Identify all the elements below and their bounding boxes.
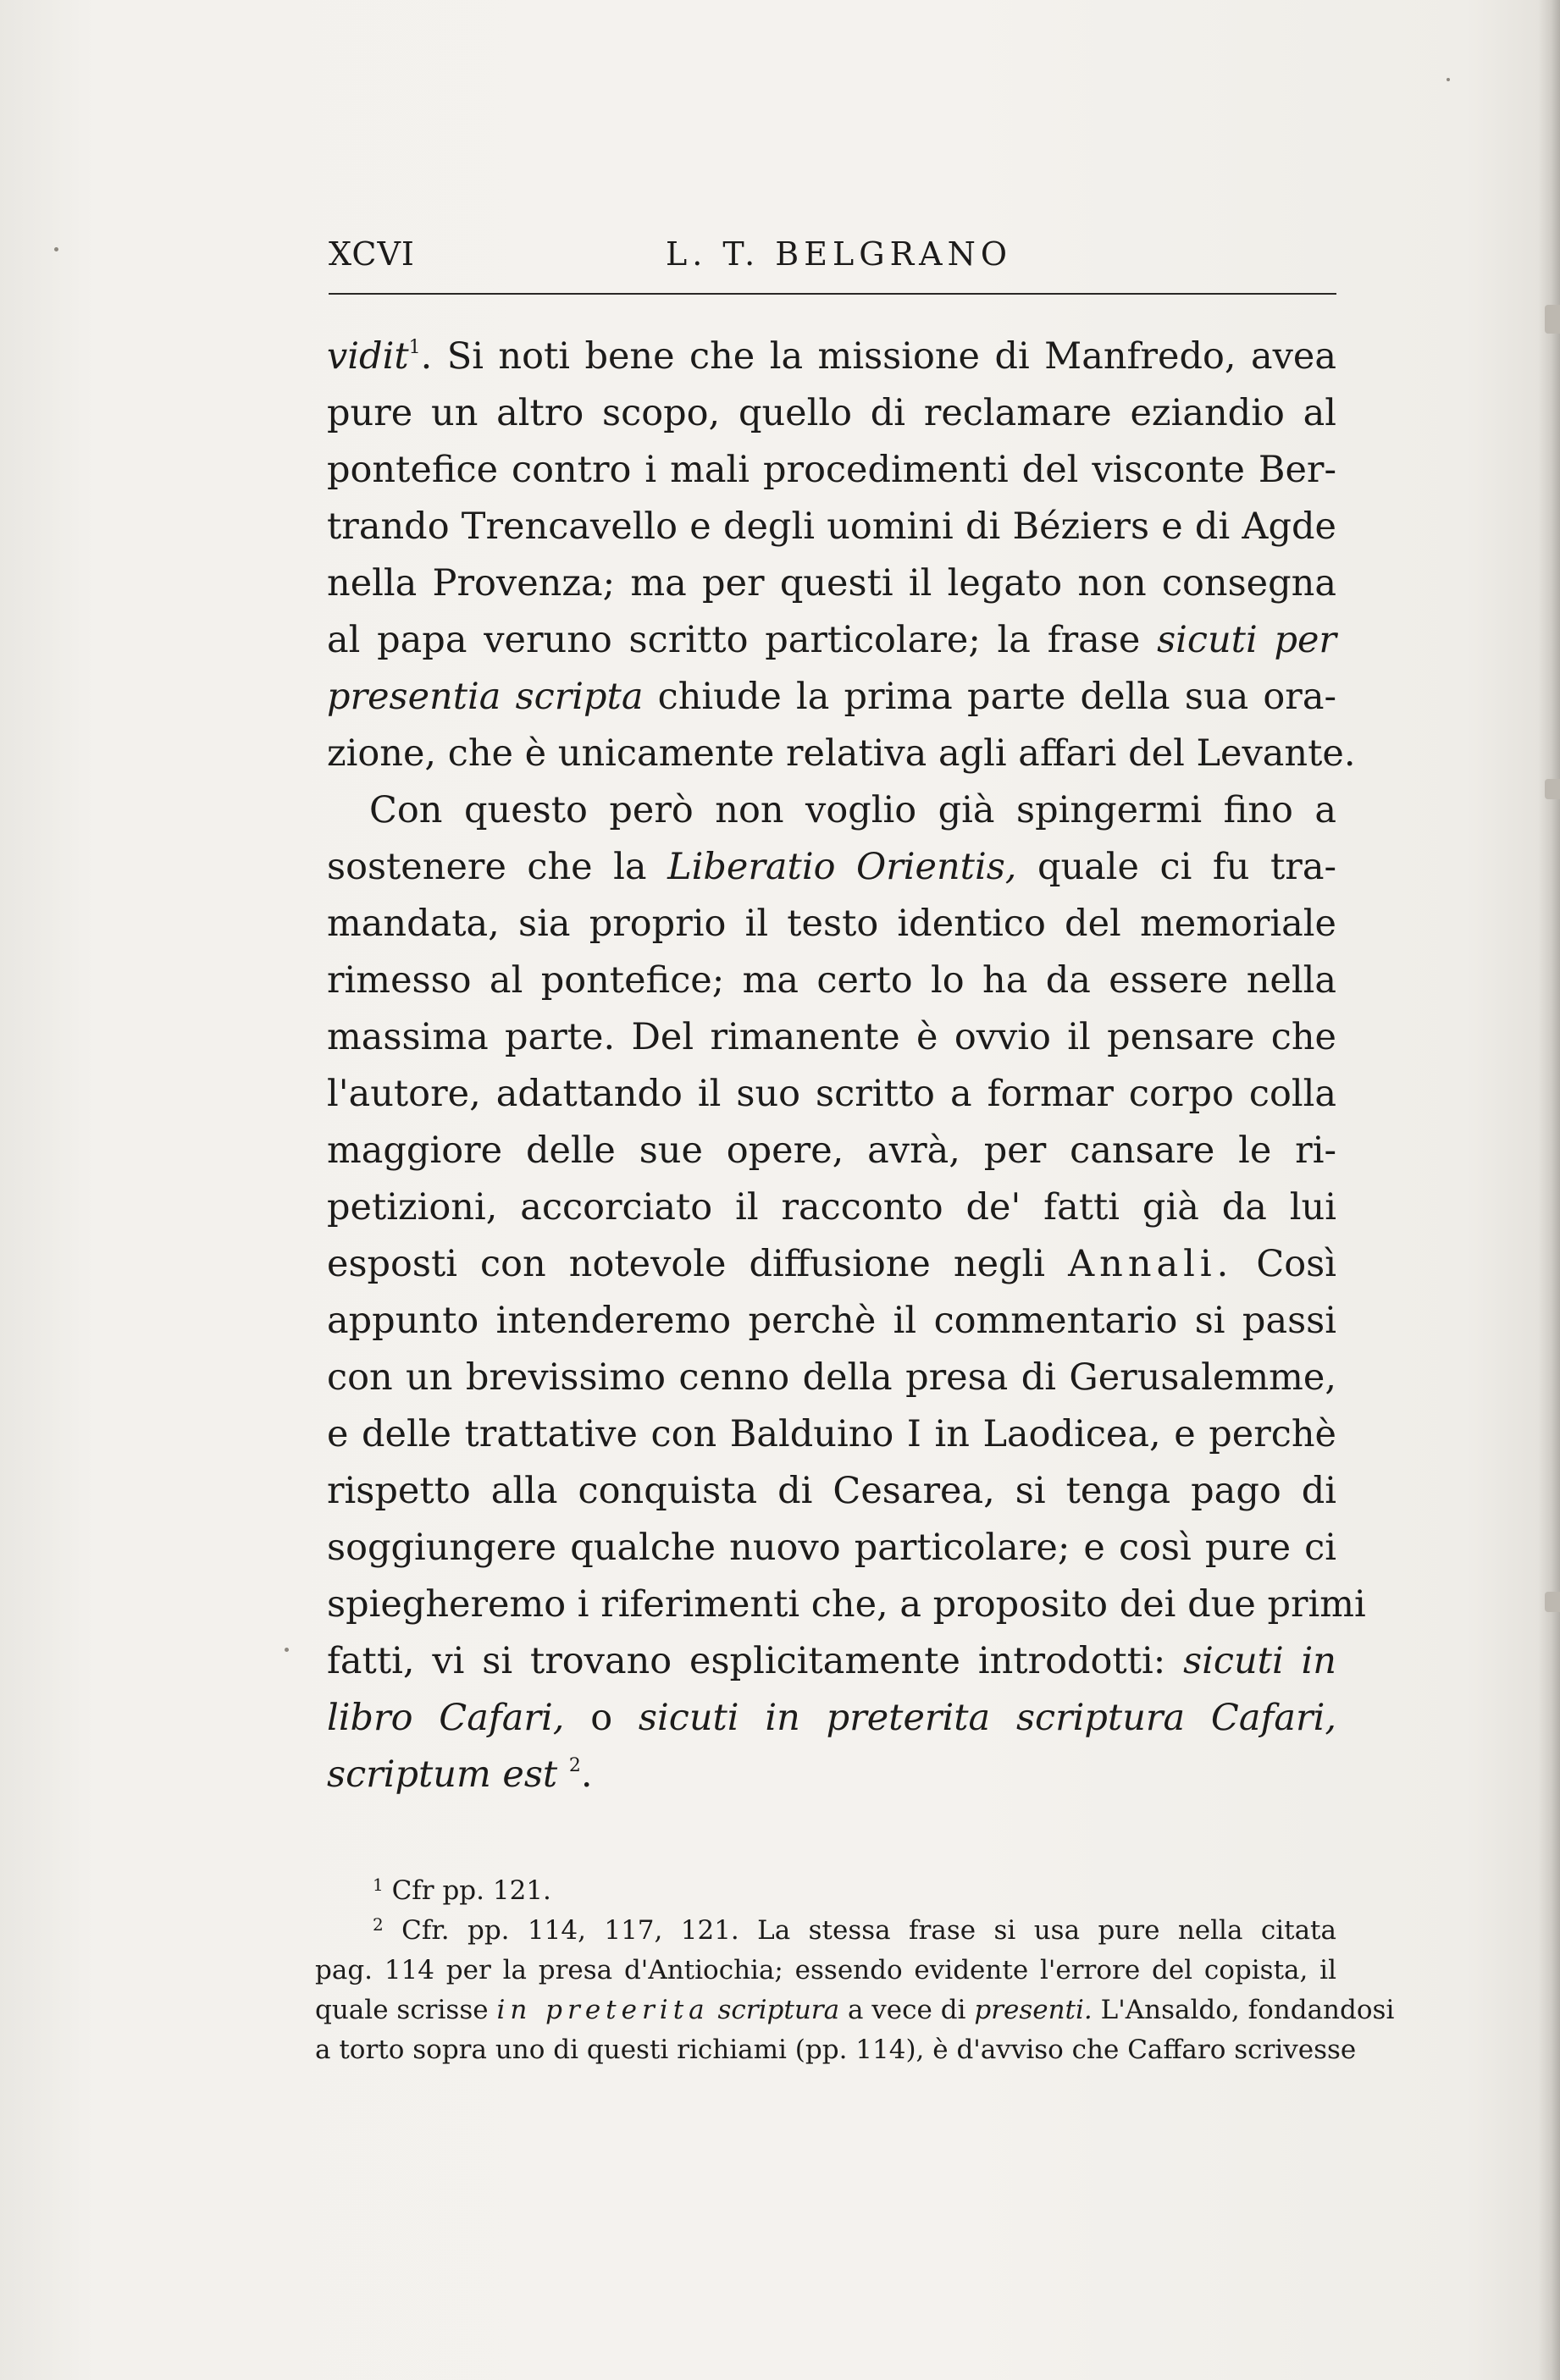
paper-speck (1447, 78, 1450, 81)
text-run: al papa veruno scritto particolare; la frase (327, 619, 1158, 661)
text-line (327, 442, 1336, 499)
text-line (327, 669, 1336, 726)
text-line (327, 1577, 1366, 1633)
text-run: massima parte. Del rimanente è ovvio il pensare che (327, 1016, 1336, 1058)
text-line (327, 839, 1336, 896)
text-run: quale scrisse (315, 1995, 497, 2025)
text-line (327, 953, 1336, 1009)
footnote-marker: 2 (373, 1914, 384, 1935)
italic-text: presentia scripta (327, 676, 644, 718)
text-run: con un brevissimo cenno della presa di Gerusalemme, (327, 1356, 1336, 1399)
text-run: L'Ansaldo, fondandosi (1092, 1995, 1395, 2025)
text-line (327, 1690, 1336, 1747)
text-line (327, 1179, 1336, 1236)
text-line (327, 1406, 1336, 1463)
text-run: rispetto alla conquista di Cesarea, si tenga pago di (327, 1470, 1336, 1512)
text-run: e delle trattative con Balduino I in Laodicea, e perchè (327, 1413, 1336, 1455)
text-line (327, 1520, 1336, 1577)
binding-mark (1545, 779, 1560, 799)
text-line (327, 1123, 1336, 1179)
text-line (327, 1066, 1336, 1123)
footnote-marker: 2 (568, 1755, 581, 1776)
text-run: Cfr. pp. 114, 117, 121. La stessa frase si usa pure nella citata (383, 1915, 1336, 1946)
text-run: rimesso al pontefice; ma certo lo ha da essere nella (327, 959, 1336, 1002)
text-run: Così (1233, 1243, 1337, 1285)
footnote-line (315, 1991, 1395, 2030)
text-line (327, 385, 1336, 442)
text-run: zione, che è unicamente relativa agli affari del Levante. (327, 732, 1356, 775)
binding-mark (1545, 1592, 1560, 1612)
text-run: l'autore, adattando il suo scritto a formar corpo colla (327, 1073, 1336, 1115)
text-run: fatti, vi si trovano esplicitamente introdotti: (327, 1640, 1184, 1682)
italic-text: libro Cafari, (327, 1697, 565, 1739)
text-run: Con questo però non voglio già spingermi fino a (369, 789, 1336, 831)
text-run: petizioni, accorciato il racconto de' fatti già da lui (327, 1186, 1336, 1229)
text-line (327, 1009, 1336, 1066)
body-text (327, 329, 1366, 1803)
text-run: . Si noti bene che la missione di Manfredo, avea (420, 335, 1336, 378)
text-line (327, 1350, 1336, 1406)
folio-number: XCVI (329, 235, 415, 273)
text-run: esposti con notevole diffusione negli (327, 1243, 1069, 1285)
running-title: L. T. BELGRANO (666, 235, 1013, 273)
italic-text: sicuti per (1157, 619, 1336, 661)
paper-speck (54, 247, 58, 251)
footnote-line (315, 1911, 1336, 1951)
footnote-marker: 1 (373, 1875, 384, 1895)
footnotes (315, 1871, 1395, 2070)
text-run: . (580, 1753, 593, 1796)
italic-text: in preterita (496, 1995, 710, 2025)
text-run: pontefice contro i mali procedimenti del visconte Ber- (327, 449, 1336, 491)
text-run: sostenere che la (327, 846, 668, 888)
text-run: o (564, 1697, 639, 1739)
italic-text: scriptura (717, 1995, 840, 2025)
text-run: Annali. (1068, 1243, 1234, 1285)
italic-text: scriptum est (327, 1753, 558, 1796)
text-line (327, 612, 1336, 669)
text-run: quale ci fu tra- (1016, 846, 1336, 888)
text-run: soggiungere qualche nuovo particolare; e così pure ci (327, 1527, 1336, 1569)
text-line (327, 896, 1336, 953)
footnote-marker: 1 (408, 337, 421, 358)
footnote-line (315, 1871, 1336, 1911)
page-edge-shadow (1538, 0, 1560, 2380)
page-header (329, 229, 1336, 279)
text-line (327, 1236, 1336, 1293)
text-run: spiegheremo i riferimenti che, a proposito dei due primi (327, 1583, 1366, 1626)
text-run: a vece di (839, 1995, 975, 2025)
text-line (327, 329, 1336, 385)
text-line (327, 1463, 1336, 1520)
italic-text: presenti. (974, 1995, 1093, 2025)
text-line (327, 1633, 1336, 1690)
footnote-line (315, 2030, 1357, 2070)
text-run: trando Trencavello e degli uomini di Béziers e di Agde (327, 505, 1336, 548)
text-run: pure un altro scopo, quello di reclamare eziandio al (327, 392, 1336, 434)
header-rule (329, 293, 1336, 295)
text-run: mandata, sia proprio il testo identico del memoriale (327, 903, 1336, 945)
italic-text: sicuti in (1183, 1640, 1336, 1682)
text-run: Cfr pp. 121. (383, 1875, 551, 1906)
footnote-line (315, 1951, 1336, 1991)
text-run: maggiore delle sue opere, avrà, per cansare le ri- (327, 1129, 1336, 1172)
binding-mark (1545, 305, 1560, 334)
text-run: chiude la prima parte della sua ora- (643, 676, 1336, 718)
text-line (327, 499, 1336, 555)
text-line (327, 782, 1336, 839)
italic-text: Liberatio Orientis, (667, 846, 1017, 888)
text-run (557, 1753, 569, 1796)
text-run: appunto intenderemo perchè il commentario si passi (327, 1300, 1336, 1342)
text-run: nella Provenza; ma per questi il legato non consegna (327, 562, 1336, 605)
text-run (710, 1995, 718, 2025)
text-line (327, 726, 1356, 782)
italic-text: vidit (327, 335, 409, 378)
text-run: pag. 114 per la presa d'Antiochia; essendo evidente l'errore del copista, il (315, 1955, 1336, 1985)
paper-speck (285, 1648, 289, 1652)
text-line (327, 1293, 1336, 1350)
italic-text: sicuti in preterita scriptura Cafari, (638, 1697, 1336, 1739)
text-line (327, 1747, 1336, 1803)
text-line (327, 555, 1336, 612)
text-run: a torto sopra uno di questi richiami (pp. 114), è d'avviso che Caffaro scrivesse (315, 2035, 1357, 2065)
